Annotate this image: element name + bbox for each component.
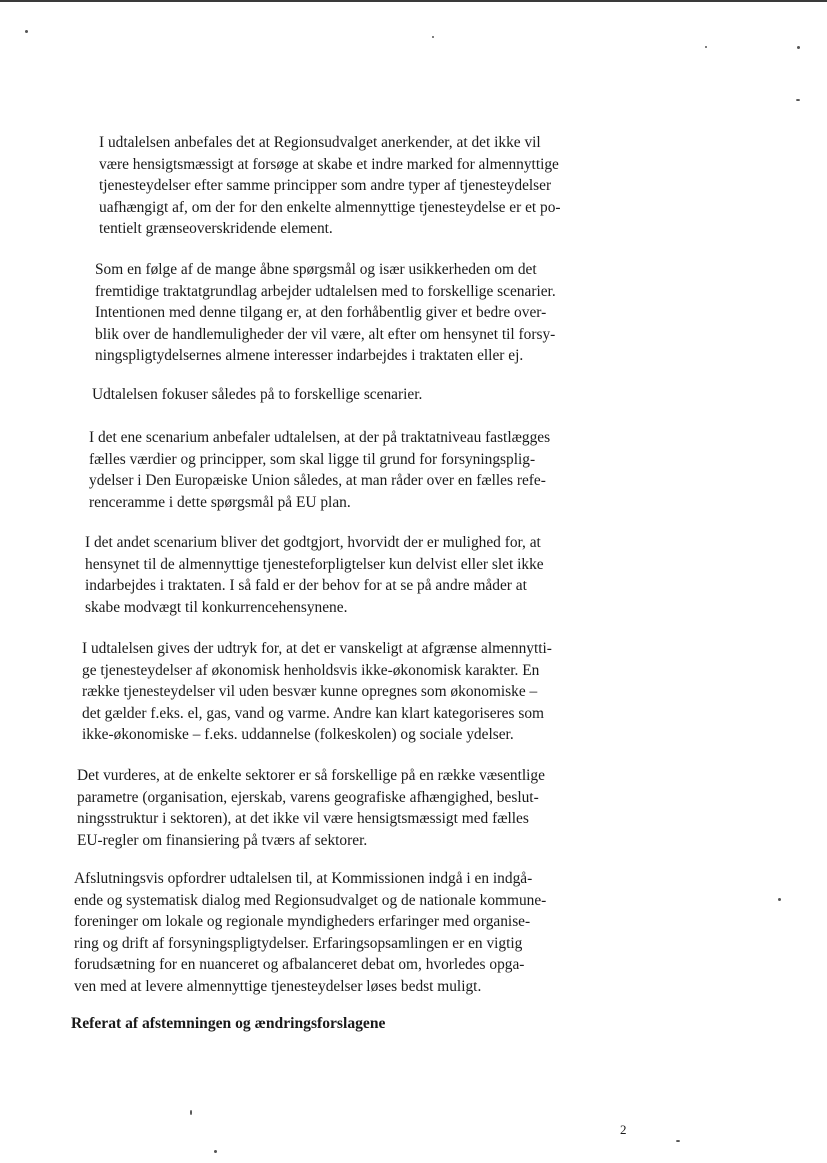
- text-line: Afslutningsvis opfordrer udtalelsen til, at Kommissionen indgå i en indgå-: [74, 870, 533, 887]
- text-line: EU-regler om finansiering på tværs af sektorer.: [77, 831, 368, 849]
- text-line: skabe modvægt til konkurrencehensynene.: [85, 598, 348, 616]
- text-line: ende og systematisk dialog med Regionsudvalget og de nationale kommune-: [74, 891, 547, 909]
- text-line: I udtalelsen anbefales det at Regionsudvalget anerkender, at det ikke vil: [99, 134, 541, 151]
- paragraph-3: [92, 384, 422, 406]
- text-line: ningsstruktur i sektoren), at det ikke vil være hensigtsmæssigt med fælles: [77, 810, 529, 828]
- scan-speck: [796, 99, 800, 101]
- scan-speck: [25, 30, 28, 33]
- scan-speck: [432, 36, 434, 38]
- text-line: Som en følge af de mange åbne spørgsmål og især usikkerheden om det: [95, 261, 537, 278]
- section-heading: Referat af afstemningen og ændringsforslagene: [71, 1015, 386, 1032]
- page-number: 2: [620, 1122, 627, 1137]
- text-line: det gælder f.eks. el, gas, vand og varme. Andre kan klart kategoriseres som: [82, 704, 545, 722]
- scan-speck: [676, 1140, 680, 1142]
- text-line: I udtalelsen gives der udtryk for, at det er vanskeligt at afgrænse almennytti-: [82, 640, 552, 657]
- text-line: ikke-økonomiske – f.eks. uddannelse (folkeskolen) og sociale ydelser.: [82, 726, 514, 744]
- text-line: forudsætning for en nuanceret og afbalanceret debat om, hvorledes opga-: [74, 956, 525, 974]
- text-line: ring og drift af forsyningspligtydelser. Erfaringsopsamlingen er en vigtig: [74, 934, 523, 952]
- text-line: række tjenesteydelser vil uden besvær kunne opregnes som økonomiske –: [82, 683, 538, 701]
- text-line: I det ene scenarium anbefaler udtalelsen, at der på traktatniveau fastlægges: [89, 429, 551, 446]
- paragraph-7: [77, 765, 545, 851]
- text-line: være hensigtsmæssigt at forsøge at skabe et indre marked for almennyttige: [99, 155, 559, 173]
- text-line: tjenesteydelser efter samme principper som andre typer af tjenesteydelser: [99, 177, 552, 195]
- scan-speck: [797, 46, 800, 49]
- text-line: indarbejdes i traktaten. I så fald er der behov for at se på andre måder at: [85, 577, 527, 595]
- text-line: renceramme i dette spørgsmål på EU plan.: [89, 493, 351, 511]
- text-line: ningspligtydelsernes almene interesser indarbejdes i traktaten eller ej.: [95, 347, 524, 365]
- text-line: I det andet scenarium bliver det godtgjort, hvorvidt der er mulighed for, at: [85, 534, 541, 551]
- scan-edge-line: [0, 0, 827, 2]
- scan-speck: [190, 1110, 192, 1115]
- text-line: uafhængigt af, om der for den enkelte almennyttige tjenesteydelse er et po-: [99, 198, 561, 216]
- text-line: blik over de handlemuligheder der vil være, alt efter om hensynet til forsy-: [95, 325, 556, 343]
- paragraph-5: [85, 532, 544, 618]
- text-line: foreninger om lokale og regionale myndigheders erfaringer med organise-: [74, 913, 531, 931]
- text-line: Intentionen med denne tilgang er, at den forhåbentlig giver et bedre over-: [95, 304, 547, 322]
- text-line: ydelser i Den Europæiske Union således, at man råder over en fælles refe-: [89, 472, 546, 490]
- text-line: hensynet til de almennyttige tjenesteforpligtelser kun delvist eller slet ikke: [85, 555, 544, 573]
- text-line: fælles værdier og principper, som skal ligge til grund for forsyningsplig-: [89, 450, 536, 468]
- text-line: parametre (organisation, ejerskab, varens geografiske afhængighed, beslut-: [77, 788, 539, 806]
- text-line: ven med at levere almennyttige tjenesteydelser løses bedst muligt.: [74, 977, 482, 995]
- text-line: tentielt grænseoverskridende element.: [99, 220, 333, 238]
- paragraph-2: [95, 259, 556, 367]
- scan-speck: [705, 46, 707, 48]
- paragraph-6: [82, 638, 552, 746]
- paragraph-1: [99, 132, 561, 240]
- paragraph-4: [89, 427, 550, 513]
- text-line: fremtidige traktatgrundlag arbejder udtalelsen med to forskellige scenarier.: [95, 282, 556, 300]
- scan-speck: [214, 1150, 217, 1153]
- text-line: Udtalelsen fokuser således på to forskellige scenarier.: [92, 386, 423, 403]
- text-line: Det vurderes, at de enkelte sektorer er så forskellige på en række væsentlige: [77, 767, 545, 784]
- text-line: ge tjenesteydelser af økonomisk henholdsvis ikke-økonomisk karakter. En: [82, 661, 540, 679]
- paragraph-8: [74, 868, 546, 998]
- scan-speck: [778, 898, 781, 901]
